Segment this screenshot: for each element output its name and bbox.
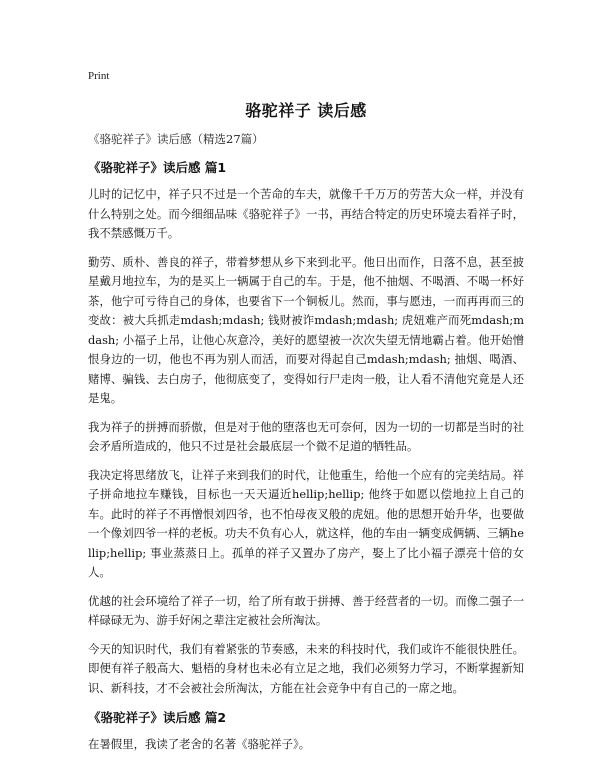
page-title: 骆驼祥子 读后感: [245, 101, 367, 120]
paragraph: 今天的知识时代，我们有着紧张的节奏感，未来的科技时代，我们或许不能很快胜任。即便有祥子般高大、魁梧的身材也未必有立足之地，我们必须努力学习，不断掌握新知识、新科技，才不会被社会所淘汰，方能在社会竞争中有自己的一席之地。: [88, 641, 524, 695]
section-heading-1: 《骆驼祥子》读后感 篇1: [88, 160, 227, 175]
paragraph: 在暑假里，我读了老舍的名著《骆驼祥子》。: [88, 737, 311, 751]
print-link[interactable]: Print: [88, 70, 110, 82]
paragraph: 我为祥子的拼搏而骄傲，但是对于他的堕落也无可奈何，因为一切的一切都是当时的社会矛盾所造成的，他只不过是社会最底层一个微不足道的牺牲品。: [88, 419, 524, 453]
document-subtitle: 《骆驼祥子》读后感（精选27篇）: [88, 132, 264, 146]
paragraph: 我决定将思绪放飞，让祥子来到我们的时代，让他重生，给他一个应有的完美结局。祥子拼命地拉车赚钱，目标也一天天逼近hellip;hellip; 他终于如愿以偿地拉上自己的车。此时的祥子不再憎恨刘四爷，也不怕母夜叉般的虎妞。他的思想开始升华，也要做一个像刘四爷一样的老板。功夫不负有心人，就这样，他的车由一辆变成俩辆、三辆hellip;hellip; 事业蒸蒸日上。孤单的祥子又置办了房产，娶上了比小福子漂亮十倍的女人。: [88, 467, 524, 579]
paragraph: 儿时的记忆中，祥子只不过是一个苦命的车夫，就像千千万万的劳苦大众一样，并没有什么特别之处。而今细细品味《骆驼祥子》一书，再结合特定的历史环境去看祥子时，我不禁感慨万千。: [88, 187, 524, 240]
paragraph: 优越的社会环境给了祥子一切，给了所有敢于拼搏、善于经营者的一切。而像二强子一样碌碌无为、游手好闲之辈注定被社会所淘汰。: [88, 593, 524, 627]
paragraph: 勤劳、质朴、善良的祥子，带着梦想从乡下来到北平。他日出而作，日落不息，甚至披星戴月地拉车，为的是买上一辆属于自己的车。于是，他不抽烟、不喝酒、不喝一杯好茶，他宁可亏待自己的身体，也要省下一个铜板儿。然而，事与愿违，一而再再而三的变故：被大兵抓走mdash;mdash; 钱财被诈mdash;mdash; 虎妞难产而死mdash;mdash; 小福子上吊，让他心灰意冷，美好的愿望被一次次失望无情地霸占着。他开始憎恨身边的一切，他也不再为别人而活，而要对得起自己mdash;mdash; 抽烟、喝酒、赌博、骗钱、去白房子，他彻底变了，变得如行尸走肉一般，让人看不清他究竟是人还是鬼。: [88, 254, 524, 405]
section-heading-2: 《骆驼祥子》读后感 篇2: [88, 710, 227, 725]
article-body: [88, 158, 524, 755]
